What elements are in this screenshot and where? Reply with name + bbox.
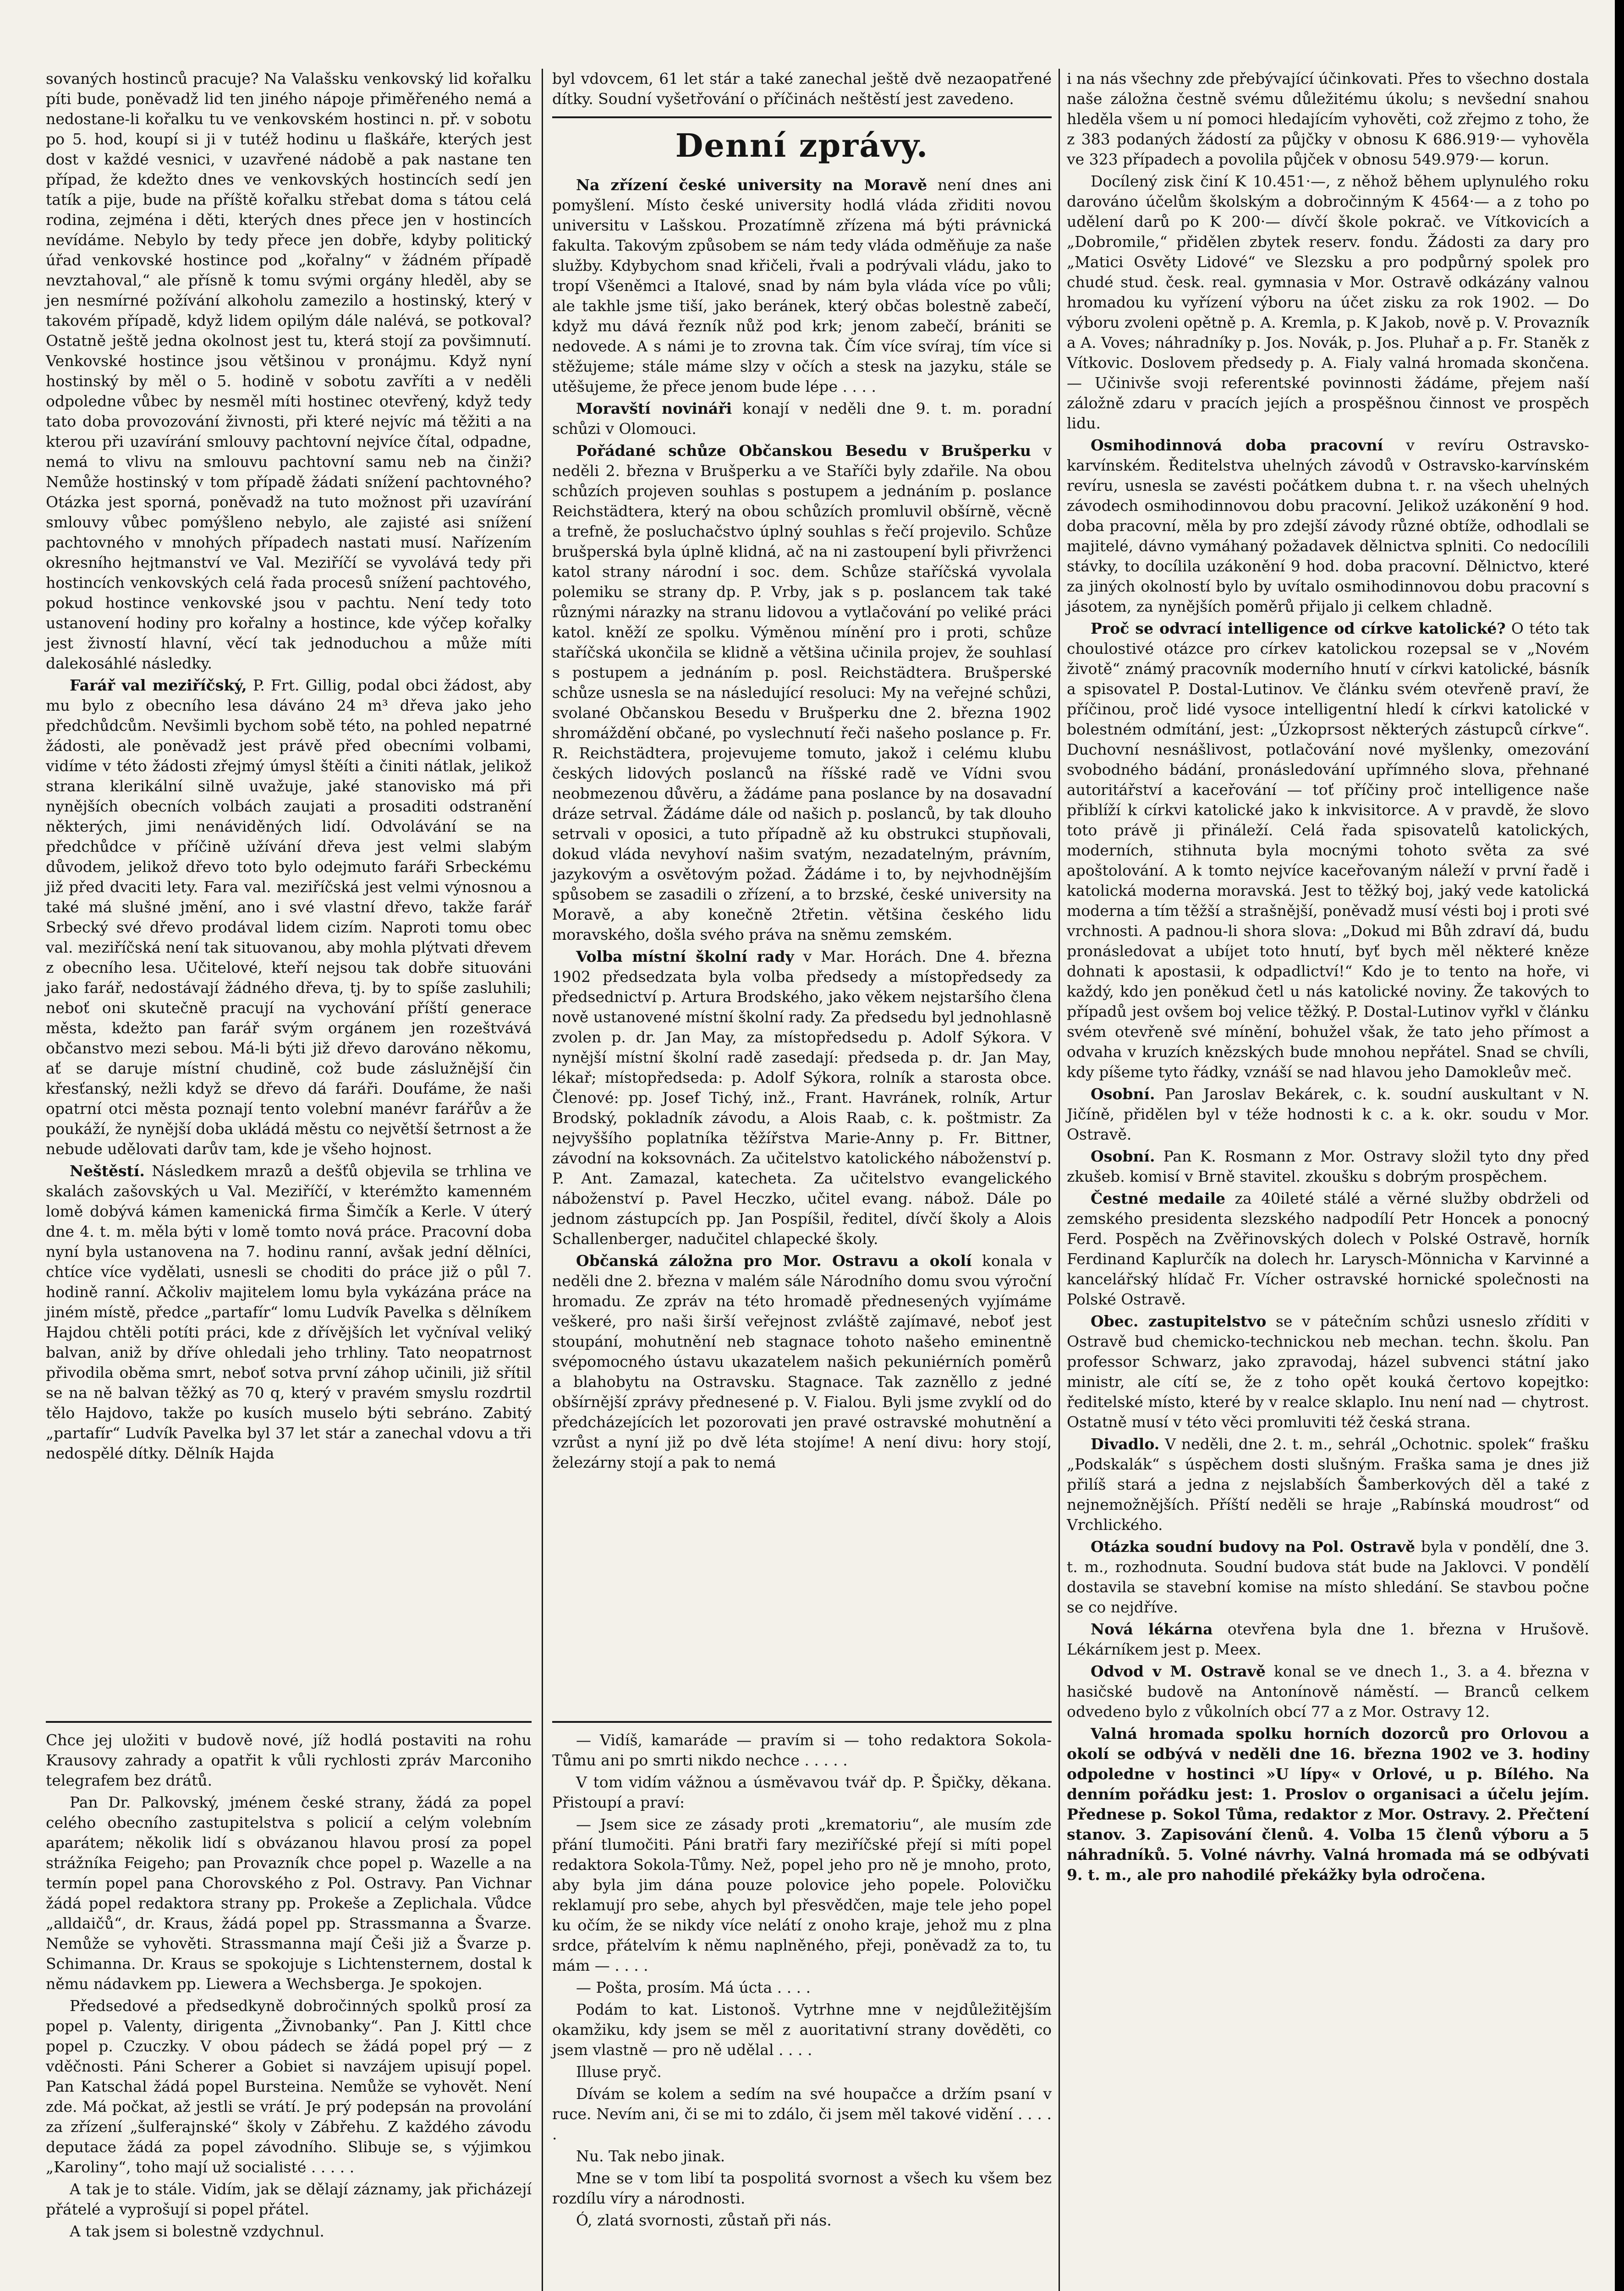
article-skolni-rada [552,947,1052,1249]
article-osmihodinna [1067,435,1589,617]
article-osobni-1-head: Osobní. [1091,1085,1155,1103]
article-university-head: Na zřízení české university na Moravě [576,176,927,194]
section-divider [552,116,1052,118]
article-medaile-head: Čestné medaile [1091,1189,1226,1207]
article-farar-head: Farář val meziříčský, [70,676,247,694]
article-zalozna-cont: i na nás všechny zde přebývající účinkovati. Přes to všechno dostala naše záložna čestně svému důležitému úkolu; s nevšední snahou hleděla všem u ní pomoci hledajícím vyhověti, což zřejmo z toho, že z 383 podaných žádostí za půjčky v obnosu K 686.919·— vyhověla ve 323 případech a povolila půjček v obnosu 549.979·— korun. [1067,70,1590,168]
article-skolni-rada-head: Volba místní školní rady [576,948,794,965]
article-osmihodinna-body: v revíru Ostravsko-karvínském. Ředitelstva uhelných závodů v Ostravsko-karvínském revíru, usnesla se zavésti počátkem dubna t. r. na všech uhelných závodech osmihodinnovou dobu pracovní. Jelikož uzákonění 9 hod. doba pracovní, měla by pro zdejší závody různé obtíže, odhodlali se majitelé, dávno vymáhaný požadavek dělnictva splniti. Co nedocílili stávky, to docílila uzákonění 9 hod. doba pracovní. Dělnictvo, které za jiných okolností bylo by uvítalo osmihodinnovou dobu pracovní s jásotem, za nynějších poměrů přijalo ji celkem chladně. [1067,436,1589,615]
article-divadlo-body: V neděli, dne 2. t. m., sehrál „Ochotnic. spolek“ frašku „Podskalák“ s úspěchem dosti slušným. Fraška sama je dnes již přilíš stará a jedna z nejslabších Šamberkových děl a také z nejnemožnějších. Příští neděli se hraje „Rabínská moudrost“ od Vrchlického. [1067,1435,1589,1534]
article-farar-body: P. Frt. Gillig, podal obci žádost, aby mu bylo z obecního lesa dáváno 24 m³ dřeva jako jeho předchůdcům. Nevšimli bychom sobě této, na pohled nepatrné žádosti, ale poněvadž jest právě před obecními volbami, vidíme v této žádosti zřejmý úmysl štěíti a činiti nátlak, jelikož strana klerikální silně uvažuje, jaké stanovisko má při nynějších obecních volbách zaujati a prosaditi odstranění některých, jimi nenáviděných lidí. Odvolávání se na předchůdce v příčině užívání dřeva jest velmi slabým důvodem, jelikož dřevo toto bylo odejmuto faráři Srbeckému již před dvaciti lety. Fara val. meziříčská jest velmi výnosnou a také má slušné jmění, ano i své vlastní dřevo, takže farář Srbecký své dřevo prodával lidem cizím. Naproti tomu obec val. meziříčská není tak situovanou, aby mohla plýtvati dřevem z obecního lesa. Učitelové, kteří nejsou tak dobře situováni jako farář, nedostávají žádného dřeva, tj. by to spíše zasluhili; neboť oni skutečně pracují na vychování příští generace města, kdežto pan farář svým orgánem jen rozeštvává občanstvo mezi sebou. Má-li býti již dřevo darováno někomu, ať se daruje místní chudině, což bude záslužnější čin křesťanský, nežli když se dřevo dá faráři. Doufáme, že naši opatrní otci města poznají tento volební manévr farářův a že poukáží, že nynější doba ukládá městu co největší šetrnost a že nebude udělovati darův tam, kde je všeho hojnost. [46,676,532,1158]
column-1 [46,69,532,1465]
article-zalozna [552,1251,1052,1473]
feuilleton-p12: Dívám se kolem a sedím na své houpačce a držím psaní v ruce. Nevím ani, či se mi to zdálo, či jsem měl takové vidění . . . . . [552,2085,1052,2143]
article-lekarna-body: otevřena byla dne 1. března v Hrušově. Lékárníkem jest p. Meex. [1067,1620,1589,1658]
feuilleton-p5: A tak jsem si bolestně vzdychnul. [70,2222,324,2240]
feuilleton-p11: Illuse pryč. [576,2063,662,2081]
article-university [552,175,1052,397]
article-nestesti [46,1161,532,1463]
feuilleton-p8: — Jsem sice ze zásady proti „krematoriu“, ale musím zde přání tlumočiti. Páni bratři fary meziříčské přejí si míti popel redaktora Sokola-Tůmy. Než, popel jeho pro ně je mnoho, proto, aby byla jim dána pouze polovice jeho popele. Polovičku reklamují pro sebe, ahych byl přesvědčen, maje tele jeho popel ku očím, že se nikdy více nelátí z onoho kraje, jehož mu z plna srdce, přátelvím k němu naplněného, přeji, poněvadž za to, tu mám — . . . . [552,1815,1052,1974]
article-lekarna [1067,1619,1589,1660]
feuilleton-divider-2 [552,1721,1052,1723]
article-novinari-head: Moravští novináři [576,400,732,417]
article-zastupitelstvo-head: Obec. zastupitelstvo [1091,1312,1267,1330]
feuilleton-p4: A tak je to stále. Vidím, jak se dělají záznamy, jak přicházejí přátelé a vyprošují si popel přátel. [46,2180,532,2218]
feuilleton-p14: Mne se v tom libí ta pospolitá svornost a všech ku všem bez rozdílu víry a národnosti. [552,2169,1052,2207]
article-nestesti-body: Následkem mrazů a dešťů objevila se trhlina ve skalách zašovských u Val. Meziříčí, v kterémžto kamenném lomě dobývá kámen kamenická firma Šimčík a Kerle. V úterý dne 4. t. m. měla býti v lomě tomto nová práce. Pracovní doba nyní byla ustanovena na 7. hodinu ranní, avšak jední dělníci, chtíce více vydělati, usnesli se choditi do práce již o půl 7. hodině ranní. Ačkoliv majitelem lomu byla vykázána práce na jiném místě, předce „partafír“ lomu Ludvík Pavelka s dělníkem Hajdou chtěli potíti práci, kde z dřívějších let vyčníval veliký balvan, aniž by dříve ohledali jeho trhliny. Tato neopatrnost přivodila oběma smrt, neboť sotva první záhop učinili, již sřítil se na ně balvan těžký as 70 q, který v pravém smyslu rozdrtil tělo Hajdovo, takže po kusích muselo býti sebráno. Zabitý „partafír“ Ludvík Pavelka byl 37 let stár a zanechal vdovu a tři nedospělé dítky. Dělník Hajda [46,1162,532,1462]
feuilleton-p9: — Pošta, prosím. Má úcta . . . . [576,1979,811,1996]
article-soudni-budova [1067,1537,1589,1617]
article-intelligence-body: O této tak choulostivé otázce pro církev katolickou rozepsal se v „Novém životě“ známý pracovník moderního hnutí v církvi katolické, básník a spisovatel P. Dostal-Lutinov. Ve článku svém otevřeně praví, že příčinou, proč lidé vysoce intelligentní hledí k církvi katolické v bolestném odmítání, jest: „Úzkoprsost některých zástupců církve“. Duchovní nesnášlivost, potlačování nové myšlenky, omezování svobodného bádání, pronásledování upřímného slova, přehnané autoritářství a kaceřování — toť příčiny proč intelligence naše přiblíží k církvi katolické jako k inkvisitorce. A v pravdě, že slovo toto právě ji přináleží. Celá řada spisovatelů katolických, moderních, stihnuta byla mocnými tohoto světa za své apoštolování. A k tomto nejvíce kaceřovaným náleží v první řadě i katolická moderna moravská. Jest to těžký boj, jaký vede katolická moderna a tím těžší a strašnější, poněvadž musí vésti boj i proti své vrchnosti. A padnou-li shora slova: „Dokud mi Bůh zdraví dá, budu pronásledovat a ubíjet toto hnutí, byť bych měl některé kněze dohnati k apostasii, k odpadlictví!“ Kdo je to tento na hoře, vi každý, kdo jen poněkud četl u nás katolické noviny. Že takových to případů jest ovšem boj velice těžký. P. Dostal-Lutinov vyřkl v článku svém otevřeně své mínění, bohužel však, že tato jeho přímost a odvaha v kruzích knězských bude mnohou nepřátel. Snad se chvíli, kdy píšeme tyto řádky, vznáší se nad hlavou jeho Damokleův meč. [1067,619,1589,1081]
article-intelligence-head: Proč se odvrací intelligence od církve katolické? [1091,619,1506,637]
article-osobni-2 [1067,1146,1589,1187]
article-farar [46,675,532,1159]
article-osmihodinna-head: Osmihodinnová doba pracovní [1091,436,1383,454]
article-university-body: není dnes ani pomyšlení. Místo české university hodlá vláda zřiditi novou universitu v Lašskou. Prozatímně zřízena má býti právnická fakulta. Takovým způsobem se nám tedy vláda odměňuje za naše služby. Kdybychom snad křičeli, řvali a podrývali vládu, jako to tropí Všeněmci a Italové, snad by nám byla vláda více po vůli; ale takhle jsme tiší, jako beránek, který občas bolestně zabečí, když mu dává řezník nůž pod krk; jenom zabečí, brániti se nedovede. A s námi je to zrovna tak. Čím více svíraj, tím více si stěžujeme; stále máme slzy v očích a stesk na jazyku, stále se utěšujeme, že přece jenom bude lépe . . . . [552,176,1052,395]
article-odvod [1067,1661,1589,1722]
column-rule-1 [542,69,543,2291]
feuilleton-p2: Pan Dr. Palkovský, jménem české strany, žádá za popel celého obecního zastupitelstva s policií a celým volebním aparátem; několik lidí s obvázanou hlavou prosí za popel strážníka Feigeho; pan Provazník chce popel p. Wazelle a na termín popel pana Chorovského z Pol. Ostravy. Pan Vichnar žádá popel redaktora strany pp. Prokeše a Zeplichala. Vůdce „alldaičů“, dr. Kraus, žádá popel pp. Strassmanna a Švarze. Nemůže se vyhověti. Strassmanna mají Češi již a Švarze p. Schimanna. Dr. Kraus se spokojuje s Lichtensternem, dostal k němu nádavkem pp. Liewera a Wechsberga. Je spokojen. [46,1793,532,1993]
section-title: Denní zprávy. [675,126,929,164]
article-valna-hromada-head: Valná hromada [1091,1725,1224,1743]
feuilleton-p7: V tom vidím vážnou a úsměvavou tvář dp. P. Špičky, děkana. Přistoupí a praví: [552,1773,1052,1811]
article-osobni-2-body: Pan K. Rosmann z Mor. Ostravy složil tyto dny před zkušeb. komisí v Brně stavitel. zkoušku s dobrým prospěchem. [1067,1147,1589,1185]
article-osobni-1-body: Pan Jaroslav Bekárek, c. k. soudní auskultant v N. Jičíně, přidělen byl v téže hodnosti k c. a k. okr. soudu v Mor. Ostravě. [1067,1085,1589,1143]
column-rule-2 [1059,69,1060,2291]
feuilleton-divider-1 [46,1721,532,1723]
article-schuze-body: v neděli 2. března v Brušperku a ve Staříči byly zdařile. Na obou schůzích projeven souhlas s postupem a jednáním p. poslance Reichstädtera, který na obou schůzích promluvil obšírně, věcně a trefně, že posluchačstvo úplný souhlas s řečí projevilo. Schůze brušperská byla úplně klidná, ač na ni zastoupení byli přivrženci katol strany národní i soc. dem. Schůze staříčská vyvolala polemiku se strany dp. P. Vrby, jak s p. poslancem tak také různými nárazky na stranu lidovou a vytlačování po veliké práci katol. kněží ze spolku. Výměnou mínění pro i proti, schůze staříčská ukončila se klidně a většina učinila projev, že souhlasí s postupem a jednáním p. posl. Reichstädtera. Brušperské schůze usnesla se na následující resoluci: My na veřejné schůzi, svolané Občanskou Besedu v Brušperku dne 2. března 1902 shromáždění občané, po vyslechnutí řeči našeho poslance p. Fr. R. Reichstädtera, projevujeme tomuto, jakož i celému klubu českých lidových poslanců na říšské radě ve Vídni svou neobmezenou důvěru, a žádáme pana poslance by na dosavadní dráze setrval. Žádáme dále od našich p. poslanců, by tak dlouho setrvali v oposici, a tuto případně až ku obstrukci stupňovali, dokud vláda nevyhoví našim svatým, nezadatelným, právním, jazykovým a osvětovým požad. Žádáme i to, by nejvhodnějším spůsobem se zasadili o zřízení, a to brzské, české university na Moravě, a aby konečně 2třetin. většina českého lidu moravského, došla svého práva na sněmu zemském. [552,442,1052,943]
article-valna-hromada-body: spolku horních dozorců pro Orlovou a okolí se odbývá v neděli dne 16. března 1902 ve 3. hodiny odpoledne v hostinci »U lípy« v Orlové, u p. Bílého. Na denním pořádku jest: 1. Proslov o organisaci a účelu jejím. Přednese p. Sokol Tůma, redaktor z Mor. Ostravy. 2. Přečtení stanov. 3. Zapisování členů. 4. Volba 15 členů výboru a 5 náhradníků. 5. Volné návrhy. Valná hromada má se odbývati 9. t. m., ale pro nahodilé překážky byla odročena. [1067,1725,1589,1884]
article-schuze [552,441,1052,945]
article-zastupitelstvo-body: se v pátečním schůzi usneslo zříditi v Ostravě bud chemicko-technickou neb mechan. techn. školu. Pan professor Schwarz, jako zpravodaj, házel subvenci státní jako ministr, ale cítí se, že z toho opět kouká čertovo kopejtko: ředitelské místo, které by v realce sklaplo. Inu není nad — chytrost. Ostatně musí v této věci promluviti též česká strana. [1067,1312,1589,1431]
article-odvod-head: Odvod v M. Ostravě [1091,1662,1266,1680]
article-odvod-body: konal se ve dnech 1., 3. a 4. března v hasičské budově na Antonínově náměstí. — Branců celkem odvedeno bylo z vůkolních obcí 77 a z Mor. Ostravy 12. [1067,1662,1590,1721]
article-nestesti-head: Neštěstí. [70,1162,145,1180]
article-hostince: sovaných hostinců pracuje? Na Valašsku venkovský lid kořalku píti bude, poněvadž lid ten jiného nápoje přiměřeného nemá a nedostane-li kořalku tu ve venkovském hostinci n. př. v sobotu po 5. hod, koupí si ji v tutéž hodinu u flaškáře, kterých jest dost v každé vesnici, v uzavřené nádobě a pak nastane ten případ, že kdežto dnes ve venkovských hostincích sedí jen tatík a pije, bude na příště kořalku střebat doma s tátou celá rodina, zejména i děti, kterých dnes přece jen v hostincích nevídáme. Nebylo by tedy přece jen dobře, kdyby politický úřad venkovské hostince pod „kořalny“ v žádném případě nevztahoval,“ ale přísně k tomu svými orgány hleděl, aby se jen nesmírné požívání alkoholu zamezilo a hostinský, který v takovém případě, když lidem opilým dále nalévá, se potkoval? Ostatně ještě jedna okolnost jest tu, která stojí za povšimnutí. Venkovské hostince jsou většinou v pronájmu. Když nyní hostinský by měl o 5. hodině v sobotu zavříti a v neděli odpoledne vůbec by nesměl míti hostinec otevřený, když tedy tato doba provozování živnosti, při které nejvíc má těžiti a na kterou při uzavírání smlouvy pachtovní nejvíce čítal, odpadne, nemá to vlivu na smlouvu pachtovní samu neb na činži? Nemůže hostinský v tom případě žádati snížení pachtovného? Otázka jest sporná, poněvadž na tuto možnost při uzavírání smlouvy vůbec pomýšleno nebylo, ale zajisté asi snížení pachtovného v mnohých případech nastati musí. Nařízením okresního hejtmanství ve Val. Meziříčí se vyvolává tedy při hostincích venkovských celá řada procesů snížení pachtového, pokud hostince venkovské jsou v pachtu. Není tedy toto ustanovení hodiny pro kořalny a hostince, kde výčep kořalky jest živností hlavní, věcí tak jednoduchou a může míti dalekosáhlé následky. [46,70,532,672]
article-medaile-body: za 40ileté stálé a věrné služby obdrželi od zemského presidenta slezského nadpodílí Petr Honcek a ponocný Ferd. Pospěch na Zvěřinovských dolech v Polské Ostravě, horník Ferdinand Kaplurčík na dolech hr. Larysch-Mönnicha v Karvinné a kancelářský hlídač Fr. Vícher ostravské hornické společnosti na Polské Ostravě. [1067,1189,1589,1308]
article-divadlo [1067,1434,1589,1535]
article-zalozna-head: Občanská záložna pro Mor. Ostravu a okolí [576,1252,972,1270]
article-lekarna-head: Nová lékárna [1091,1620,1213,1638]
feuilleton-part-1 [46,1714,532,2243]
article-hajda-cont: byl vdovcem, 61 let stár a také zanechal ještě dvě nezaopatřené dítky. Soudní vyšetřování o příčinách neštěstí jest zavedeno. [552,70,1052,108]
feuilleton-part-2 [552,1714,1052,2232]
column-3 [1067,69,1589,1887]
feuilleton-p10: Podám to kat. Listonoš. Vytrhne mne v nejdůležitějším okamžiku, kdy jsem se měl z auoritativní strany dověděti, co jsem vlastně — pro ně udělal . . . . [552,2001,1052,2059]
article-skolni-rada-body: v Mar. Horách. Dne 4. března 1902 předsedzata byla volba předsedy a místopředsedy za předsednictví p. Artura Brodského, jako věkem nejstaršího člena nově ustanovené místní školní rady. Za předsedu byl jednohlasně zvolen p. dr. Jan May, za místopředsedu p. Adolf Sýkora. V nynější místní školní radě zasedají: předseda p. dr. Jan May, lékař; místopředseda: p. Adolf Sýkora, rolník a starosta obce. Členové: pp. Josef Tichý, inž., Frant. Havránek, rolník, Artur Brodský, pokladník závodu, a Alois Raab, c. k. poštmistr. Za nejvyššího poplatníka těžířstva Marie-Anny p. Fr. Bittner, závodní na koksovnách. Za učitelstvo katolického náboženství p. P. Ant. Zamazal, katecheta. Za učitelstvo evangelického náboženství p. Pavel Heczko, učitel evang. nábož. Dále po jednom zástupcích pp. Jan Pospíšil, ředitel, dívčí školy a Alois Schallenberger, nadučitel chlapecké školy. [552,948,1052,1248]
feuilleton-p3: Předsedové a předsedkyně dobročinných spolků prosí za popel p. Valenty, dirigenta „Živnobanky“. Pan J. Kittl chce popel p. Czuczky. V obou pádech se žádá popel prý — z vděčnosti. Páni Scherer a Gobiet si navzájem upisují popel. Pan Katschal žádá popel Bursteina. Nemůže se vyhovět. Není zde. Má počkat, až jestli se vrátí. Je prý podepsán na provolání za zřízení „šulferajnské“ školy v Zábřehu. Z každého závodu deputace žádá za popel závodního. Slibuje se, s výjimkou „Karoliny“, toho mají už socialisté . . . . . [46,1997,532,2176]
article-soudni-budova-head: Otázka soudní budovy na Pol. Ostravě [1091,1538,1416,1556]
feuilleton-p13: Nu. Tak nebo jinak. [576,2147,725,2165]
article-medaile [1067,1189,1589,1310]
article-intelligence [1067,619,1589,1082]
article-zalozna-body: konala v neděli dne 2. března v malém sále Národního domu svou výroční hromadu. Ze zpráv na této hromadě přednesených vyjímáme veškeré, pro naši širší veřejnost zvláště zajímavé, neboť jest stoupání, mohutnění neb stagnace tohoto našeho eminentně svépomocného ústavu ukazatelem našich pekuniérních poměrů a blahobytu na Ostravsku. Stagnace. Tak zazněllo z jedné obšírnější zprávy přednesené p. V. Fialou. Byli jsme zvyklí od do předcházejících let pozorovati jen pravé ostravské mohutnění a vzrůst a nyní již po dvě léta stojíme! A není divu: hory stojí, železárny stojí a pak to nemá [552,1252,1052,1471]
article-zastupitelstvo [1067,1311,1589,1432]
page-edge [1615,0,1624,2291]
article-zisk: Docílený zisk činí K 10.451·—, z něhož během uplynulého roku darováno účelům školským a dobročinným K 4564·— a z toho po udělení darů po K 200·— dívčí škole pokrač. ve Vítkovicích a „Dobromile,“ přidělen zbytek reserv. fondu. Žádosti za dary pro „Matici Osvěty Lidové“ ve Slezsku a pro podpůrný spolek pro chudé stud. česk. real. gymnasia v Mor. Ostravě odkázány valnou hromadou ku vyřízení výboru na účet zisku za rok 1902. — Do výboru zvoleni opětně p. A. Kremla, p. K Jakob, nově p. V. Provazník a A. Voves; náhradníky p. Jos. Novák, p. Jos. Pluhař a p. Fr. Staněk z Vítkovic. Doslovem předsedy p. A. Fialy valná hromada skončena. — Učinivše svoji referentské povinnosti žádáme, přejem naší záložně zdaru v pracích jejích a prospěšnou činnost ve prospěch lidu. [1067,172,1590,432]
article-novinari-body: konají v neděli dne 9. t. m. poradní schůzi v Olomouci. [552,400,1052,438]
article-novinari [552,399,1052,439]
article-divadlo-head: Divadlo. [1091,1435,1160,1453]
article-osobni-2-head: Osobní. [1091,1147,1155,1165]
article-osobni-1 [1067,1084,1589,1145]
article-valna-hromada [1067,1724,1589,1885]
article-soudni-budova-body: byla v pondělí, dne 3. t. m., rozhodnuta. Soudní budova stát bude na Jaklovci. V pondělí dostavila se stavební komise na místo shledání. Se stavbou počne se co nejdříve. [1067,1538,1589,1616]
feuilleton-p1: Chce jej uložiti v budově nové, jíž hodlá postaviti na rohu Krausovy zahrady a opatřit k vůli rychlosti zpráv Marconiho telegrafem bez drátů. [46,1731,532,1789]
feuilleton-p6: — Vidíš, kamaráde — pravím si — toho redaktora Sokola-Tůmu ani po smrti nikdo nechce . . . . . [552,1731,1052,1769]
feuilleton-p15: Ó, zlatá svornosti, zůstaň při nás. [576,2211,832,2229]
column-2 [552,69,1052,1474]
article-schuze-head: Pořádané schůze Občanskou Besedu v Brušperku [576,442,1031,460]
